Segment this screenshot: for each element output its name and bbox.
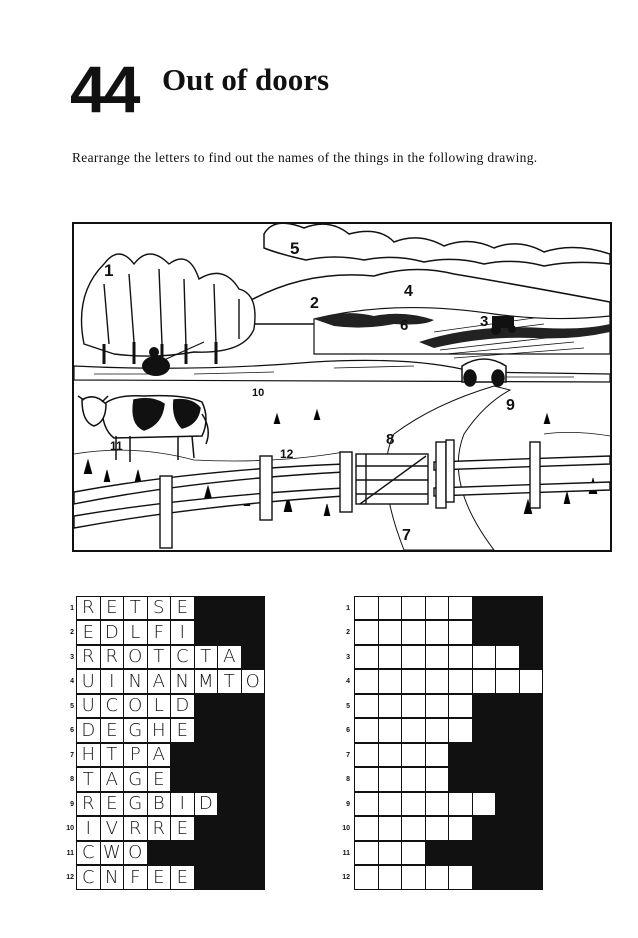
answer-cell[interactable] [378, 743, 403, 768]
letter-cell: C [76, 841, 101, 866]
picture-label-11: 11 [110, 439, 123, 453]
blocked-cell [519, 865, 544, 890]
blocked-cell [519, 645, 544, 670]
letter-cell: S [147, 596, 172, 621]
letter-cell: E [170, 596, 195, 621]
blocked-cell [194, 620, 219, 645]
letter-cell: V [100, 816, 125, 841]
blocked-cell [241, 718, 266, 743]
blocked-cell [241, 767, 266, 792]
letter-cell: N [100, 865, 125, 890]
answer-cell[interactable] [519, 669, 544, 694]
answer-cell[interactable] [401, 669, 426, 694]
letter-cell: I [100, 669, 125, 694]
answer-row [332, 719, 543, 744]
blocked-cell [217, 816, 242, 841]
blocked-cell [217, 596, 242, 621]
answer-cell[interactable] [401, 645, 426, 670]
letter-cell: E [147, 767, 172, 792]
letter-cell: L [147, 694, 172, 719]
scrambled-row [58, 817, 265, 842]
answer-cell[interactable] [378, 841, 403, 866]
answer-cell[interactable] [425, 767, 450, 792]
letter-cell: D [100, 620, 125, 645]
letter-cell: C [76, 865, 101, 890]
letter-cell: I [76, 816, 101, 841]
letter-cell: O [123, 841, 148, 866]
answer-row [332, 841, 543, 866]
picture-label-9: 9 [506, 397, 515, 414]
blocked-cell [241, 816, 266, 841]
answer-cell[interactable] [425, 596, 450, 621]
row-number: 7 [70, 751, 74, 759]
answer-cell[interactable] [448, 816, 473, 841]
blocked-cell [241, 865, 266, 890]
picture-label-6: 6 [400, 317, 409, 334]
scrambled-row [58, 694, 265, 719]
row-number: 10 [66, 825, 74, 833]
blocked-cell [519, 620, 544, 645]
answer-cell[interactable] [495, 669, 520, 694]
answer-cell[interactable] [354, 743, 379, 768]
blocked-cell [170, 767, 195, 792]
letter-cell: E [100, 718, 125, 743]
blocked-cell [519, 694, 544, 719]
answer-row [332, 817, 543, 842]
row-number: 6 [346, 727, 350, 735]
letter-cell: P [123, 743, 148, 768]
instructions-text: Rearrange the letters to find out the names of the things in the following drawing. [72, 150, 538, 165]
bridge [462, 359, 506, 386]
letter-cell: T [100, 743, 125, 768]
row-number: 2 [346, 629, 350, 637]
picture-label-1: 1 [104, 261, 114, 280]
letter-cell: C [170, 645, 195, 670]
scrambled-row [58, 645, 265, 670]
row-number: 8 [70, 776, 74, 784]
answer-row [332, 596, 543, 621]
answer-cell[interactable] [448, 694, 473, 719]
blocked-cell [217, 620, 242, 645]
answer-cell[interactable] [425, 792, 450, 817]
scrambled-row [58, 621, 265, 646]
answer-cell[interactable] [448, 865, 473, 890]
letter-cell: E [147, 865, 172, 890]
picture-label-4: 4 [404, 283, 413, 300]
blocked-cell [519, 743, 544, 768]
answer-cell[interactable] [425, 718, 450, 743]
blocked-cell [519, 792, 544, 817]
answer-cell[interactable] [401, 743, 426, 768]
letter-cell: R [123, 816, 148, 841]
unit-number: 44 [70, 52, 138, 126]
scrambled-row [58, 719, 265, 744]
answer-cell[interactable] [425, 865, 450, 890]
row-number: 4 [70, 678, 74, 686]
answer-row [332, 743, 543, 768]
answer-cell[interactable] [378, 645, 403, 670]
row-number: 10 [342, 825, 350, 833]
scrambled-row [58, 866, 265, 891]
row-number: 9 [346, 800, 350, 808]
answer-row [332, 670, 543, 695]
answer-cell[interactable] [354, 596, 379, 621]
answer-cell[interactable] [448, 669, 473, 694]
blocked-cell [448, 841, 473, 866]
letter-cell: T [123, 596, 148, 621]
letter-cell: I [170, 620, 195, 645]
answer-row [332, 866, 543, 891]
blocked-cell [472, 865, 497, 890]
picture-label-8: 8 [386, 431, 395, 448]
blocked-cell [472, 767, 497, 792]
answer-cell[interactable] [448, 792, 473, 817]
letter-cell: E [170, 816, 195, 841]
letter-cell: I [170, 792, 195, 817]
row-number: 3 [346, 653, 350, 661]
blocked-cell [241, 792, 266, 817]
answer-cell[interactable] [472, 645, 497, 670]
answer-cell[interactable] [354, 694, 379, 719]
answer-cell[interactable] [448, 718, 473, 743]
answer-row [332, 621, 543, 646]
answer-cell[interactable] [378, 694, 403, 719]
row-number: 12 [342, 874, 350, 882]
row-number: 7 [346, 751, 350, 759]
row-number: 12 [66, 874, 74, 882]
blocked-cell [495, 816, 520, 841]
blocked-cell [495, 767, 520, 792]
scrambled-letters-grid [58, 596, 265, 890]
letter-cell: G [123, 718, 148, 743]
row-number: 3 [70, 653, 74, 661]
letter-cell: R [76, 596, 101, 621]
gate [356, 454, 428, 504]
letter-cell: R [100, 645, 125, 670]
blocked-cell [519, 767, 544, 792]
blocked-cell [472, 620, 497, 645]
row-number: 5 [70, 702, 74, 710]
letter-cell: M [194, 669, 219, 694]
blocked-cell [217, 767, 242, 792]
answer-cell[interactable] [354, 792, 379, 817]
answer-cell[interactable] [354, 841, 379, 866]
blocked-cell [472, 718, 497, 743]
answer-row [332, 694, 543, 719]
answer-cell[interactable] [378, 718, 403, 743]
letter-cell: E [170, 718, 195, 743]
blocked-cell [448, 743, 473, 768]
letter-cell: T [147, 645, 172, 670]
answer-cell[interactable] [378, 865, 403, 890]
blocked-cell [170, 841, 195, 866]
letter-cell: E [100, 596, 125, 621]
answer-cell[interactable] [448, 645, 473, 670]
answer-cell[interactable] [401, 694, 426, 719]
outdoor-scene-illustration [72, 222, 612, 552]
picture-label-12: 12 [280, 447, 294, 461]
letter-cell: E [76, 620, 101, 645]
picture-label-10: 10 [252, 387, 265, 399]
letter-cell: B [147, 792, 172, 817]
blocked-cell [241, 620, 266, 645]
row-number: 9 [70, 800, 74, 808]
letter-cell: T [194, 645, 219, 670]
blocked-cell [495, 718, 520, 743]
blocked-cell [495, 865, 520, 890]
answer-cell[interactable] [401, 620, 426, 645]
blocked-cell [194, 816, 219, 841]
answer-cell[interactable] [401, 865, 426, 890]
row-number: 1 [346, 604, 350, 612]
answer-cell[interactable] [378, 816, 403, 841]
blocked-cell [495, 596, 520, 621]
blocked-cell [194, 767, 219, 792]
picture-label-7: 7 [402, 527, 411, 544]
picture-label-5: 5 [290, 239, 300, 258]
letter-cell: T [217, 669, 242, 694]
blocked-cell [472, 694, 497, 719]
blocked-cell [472, 743, 497, 768]
blocked-cell [519, 596, 544, 621]
row-number: 4 [346, 678, 350, 686]
answer-cell[interactable] [472, 792, 497, 817]
answer-cell[interactable] [401, 816, 426, 841]
blocked-cell [425, 841, 450, 866]
answer-cell[interactable] [354, 865, 379, 890]
blocked-cell [217, 743, 242, 768]
row-number: 11 [342, 849, 350, 857]
letter-cell: E [170, 865, 195, 890]
letter-cell: O [123, 645, 148, 670]
letter-cell: U [76, 694, 101, 719]
letter-cell: R [76, 792, 101, 817]
blocked-cell [241, 694, 266, 719]
answer-cell[interactable] [425, 816, 450, 841]
blocked-cell [519, 841, 544, 866]
answer-cell[interactable] [495, 645, 520, 670]
letter-cell: G [123, 767, 148, 792]
row-number: 11 [66, 849, 74, 857]
blocked-cell [472, 816, 497, 841]
blocked-cell [241, 596, 266, 621]
letter-cell: A [217, 645, 242, 670]
answer-cell[interactable] [378, 792, 403, 817]
blocked-cell [519, 816, 544, 841]
answer-cell[interactable] [378, 669, 403, 694]
letter-cell: F [147, 620, 172, 645]
answer-row [332, 792, 543, 817]
answer-cell[interactable] [378, 767, 403, 792]
blocked-cell [194, 596, 219, 621]
blocked-cell [495, 743, 520, 768]
answer-cell[interactable] [354, 718, 379, 743]
letter-cell: N [170, 669, 195, 694]
scrambled-row [58, 841, 265, 866]
answer-cell[interactable] [448, 620, 473, 645]
blocked-cell [217, 865, 242, 890]
answer-cell[interactable] [425, 743, 450, 768]
scrambled-row [58, 670, 265, 695]
answer-cell[interactable] [354, 816, 379, 841]
answer-cell[interactable] [401, 596, 426, 621]
letter-cell: H [76, 743, 101, 768]
answer-cell[interactable] [401, 792, 426, 817]
answer-cell[interactable] [425, 620, 450, 645]
blocked-cell [472, 841, 497, 866]
letter-cell: T [76, 767, 101, 792]
letter-cell: R [147, 816, 172, 841]
answer-row [332, 768, 543, 793]
scrambled-row [58, 792, 265, 817]
answer-cell[interactable] [354, 645, 379, 670]
scrambled-row [58, 596, 265, 621]
unit-title: Out of doors [162, 62, 330, 97]
letter-cell: R [76, 645, 101, 670]
letter-cell: U [76, 669, 101, 694]
answer-cell[interactable] [354, 620, 379, 645]
blocked-cell [241, 743, 266, 768]
row-number: 1 [70, 604, 74, 612]
blocked-cell [194, 865, 219, 890]
blocked-cell [194, 694, 219, 719]
letter-cell: W [100, 841, 125, 866]
scrambled-row [58, 743, 265, 768]
blocked-cell [448, 767, 473, 792]
letter-cell: A [147, 669, 172, 694]
answer-cell[interactable] [401, 841, 426, 866]
letter-cell: L [123, 620, 148, 645]
scrambled-row [58, 768, 265, 793]
blocked-cell [472, 596, 497, 621]
blocked-cell [194, 718, 219, 743]
answer-cell[interactable] [425, 645, 450, 670]
letter-cell: D [76, 718, 101, 743]
blocked-cell [495, 620, 520, 645]
answer-cell[interactable] [378, 620, 403, 645]
blocked-cell [194, 841, 219, 866]
blocked-cell [217, 841, 242, 866]
row-number: 5 [346, 702, 350, 710]
answer-cell[interactable] [401, 767, 426, 792]
letter-cell: H [147, 718, 172, 743]
blocked-cell [241, 841, 266, 866]
answer-cell[interactable] [425, 669, 450, 694]
blocked-cell [519, 718, 544, 743]
letter-cell: E [100, 792, 125, 817]
answer-cell[interactable] [448, 596, 473, 621]
answer-cell[interactable] [354, 767, 379, 792]
blocked-cell [495, 694, 520, 719]
picture-label-3: 3 [480, 313, 489, 330]
letter-cell: D [170, 694, 195, 719]
letter-cell: N [123, 669, 148, 694]
row-number: 6 [70, 727, 74, 735]
answer-cell[interactable] [425, 694, 450, 719]
blocked-cell [495, 792, 520, 817]
blocked-cell [147, 841, 172, 866]
blocked-cell [194, 743, 219, 768]
letter-cell: G [123, 792, 148, 817]
letter-cell: O [241, 669, 266, 694]
letter-cell: F [123, 865, 148, 890]
letter-cell: A [147, 743, 172, 768]
blocked-cell [241, 645, 266, 670]
blocked-cell [170, 743, 195, 768]
row-number: 8 [346, 776, 350, 784]
answer-grid [332, 596, 543, 890]
blocked-cell [217, 792, 242, 817]
letter-cell: A [100, 767, 125, 792]
answer-cell[interactable] [401, 718, 426, 743]
answer-cell[interactable] [354, 669, 379, 694]
letter-cell: C [100, 694, 125, 719]
answer-cell[interactable] [472, 669, 497, 694]
letter-cell: O [123, 694, 148, 719]
picture-label-2: 2 [310, 295, 319, 312]
blocked-cell [217, 718, 242, 743]
letter-cell: D [194, 792, 219, 817]
blocked-cell [495, 841, 520, 866]
blocked-cell [217, 694, 242, 719]
row-number: 2 [70, 629, 74, 637]
answer-cell[interactable] [378, 596, 403, 621]
answer-row [332, 645, 543, 670]
